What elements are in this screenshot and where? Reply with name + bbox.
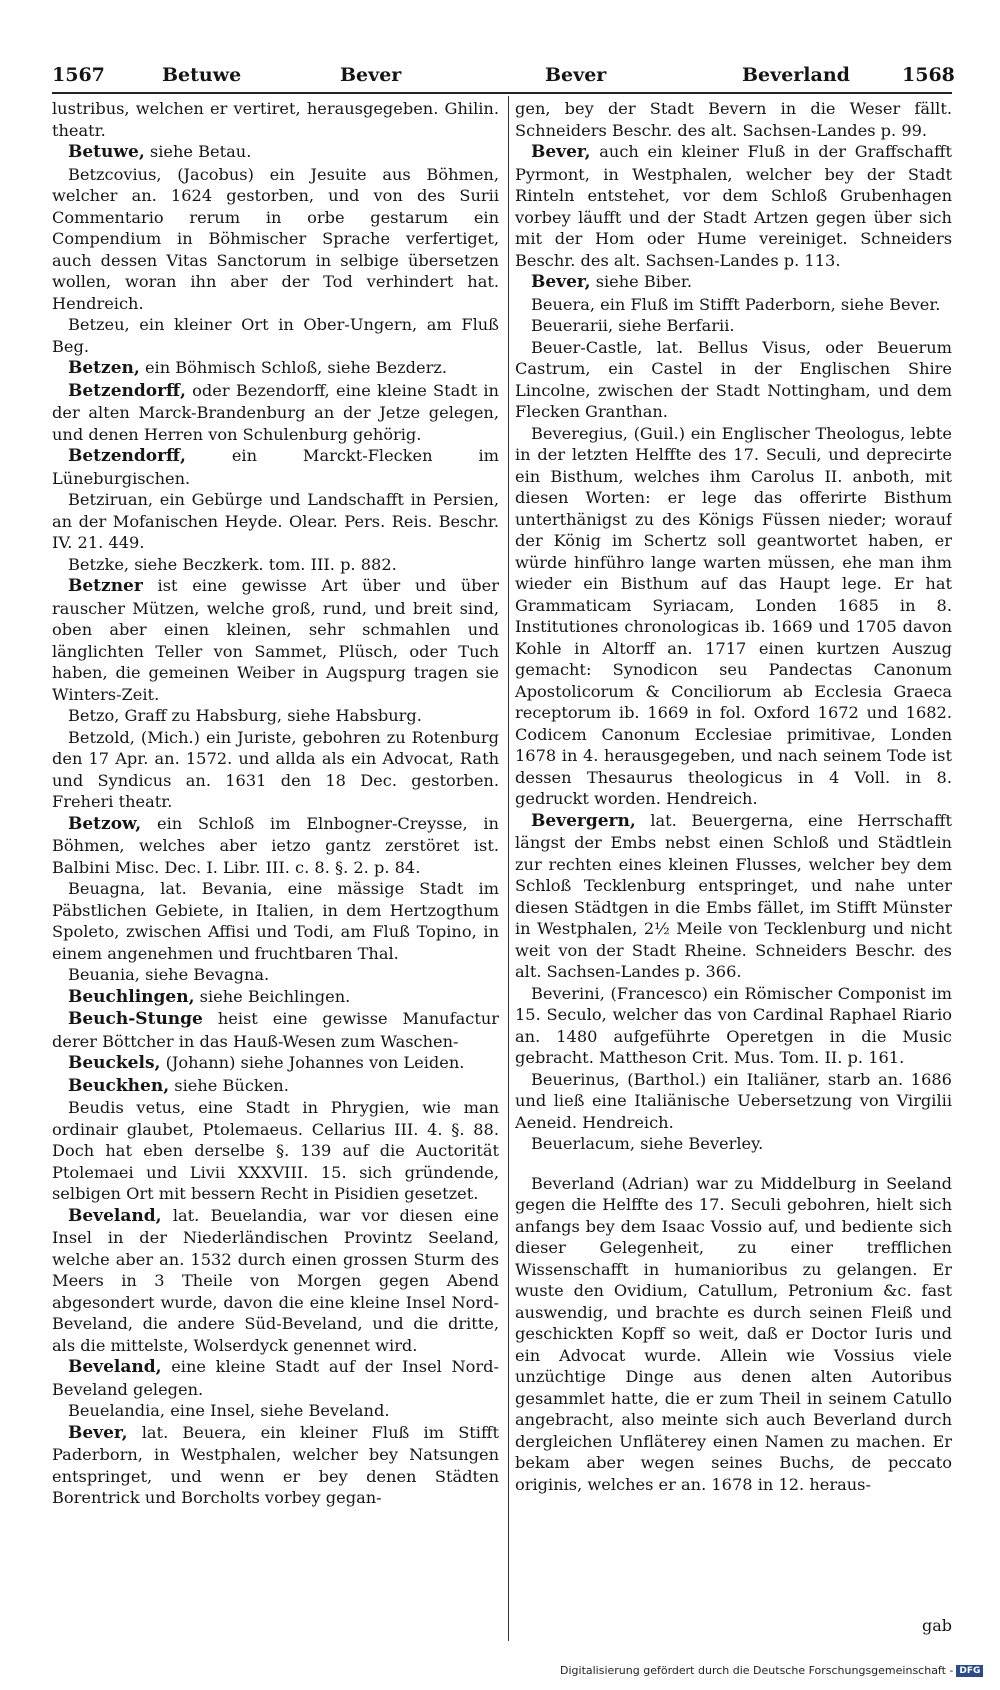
footer-text: Digitalisierung gefördert durch die Deutsche Forschungsgemeinschaft - bbox=[560, 1664, 954, 1677]
dictionary-entry bbox=[515, 1069, 952, 1134]
entry-text: Betzo, Graff zu Habsburg, siehe Habsburg. bbox=[68, 706, 422, 725]
entry-gap bbox=[515, 1155, 952, 1173]
dictionary-entry bbox=[52, 1075, 499, 1098]
right-column bbox=[515, 98, 952, 1643]
entry-headword: Betzendorff, bbox=[68, 380, 186, 401]
entry-text: eine kleine Stadt auf der Insel Nord-Beveland gelegen. bbox=[52, 1357, 499, 1399]
entry-text: ein Schloß im Elnbogner-Creysse, in Böhmen, welches aber ietzo gantz zerstöret ist. Balbini Misc. Dec. I. Libr. III. c. 8. §. 2. p. 84. bbox=[52, 813, 499, 877]
entry-headword: Beveland, bbox=[68, 1205, 162, 1226]
left-running-head-first: Betuwe bbox=[162, 64, 242, 86]
entry-text: Beuer-Castle, lat. Bellus Visus, oder Beuerum Castrum, ein Castel in der Englischen Shire Lincolne, zwischen der Stadt Nottingham, und dem Flecken Granthan. bbox=[515, 337, 952, 421]
header-rule bbox=[52, 92, 952, 94]
entry-text: lat. Beuera, ein kleiner Fluß im Stifft Paderborn, in Westphalen, welcher bey Natsungen entspringet, und wenn er bey denen Städten Borentrick und Borcholts vorbey gegan- bbox=[52, 1422, 499, 1507]
right-running-head-first: Bever bbox=[545, 64, 607, 86]
dictionary-entry bbox=[515, 294, 952, 316]
entry-headword: Beuchlingen, bbox=[68, 986, 195, 1007]
dictionary-entry bbox=[52, 964, 499, 986]
dictionary-entry bbox=[515, 1173, 952, 1496]
entry-text: heist eine gewisse Manufactur derer Böttcher in das Hauß-Wesen zum Waschen- bbox=[52, 1009, 499, 1051]
entry-headword: Bever, bbox=[68, 1422, 128, 1443]
entry-text: Beveregius, (Guil.) ein Englischer Theologus, lebte in der letzten Helffte des 17. Seculi, und deprecirte ein Bisthum, welches ihm Carolus II. anboth, mit diesen Worten: er lege das offerirte Bisthum unterthänigst zu des Königs Füssen nieder; worauf der König im Schertz soll geantwortet haben, er würde hinführo lange warten müssen, ehe man ihm wieder ein Bisthum auf das Haupt lege. Er hat Grammaticam Syriacam, Londen 1685 in 8. Institutiones chronologicas ib. 1669 und 1705 davon Kohle in Altorff an. 1717 einen kurtzen Auszug gemacht: Synodicon seu Pandectas Canonum Apostolicorum & Conciliorum ab Ecclesia Graeca receptorum ib. 1669 in fol. Oxford 1672 und 1682. Codicem Canonum Ecclesiae primitivae, Londen 1678 in 4. herausgegeben, und nach seinem Tode ist dessen Thesaurus theologicus in 4 Voll. in 8. gedruckt worden. Hendreich. bbox=[515, 423, 952, 808]
entry-text: ist eine gewisse Art über und über rauscher Mützen, welche groß, rund, und breit sind, oben aber einen kleinen, sehr schmahlen und länglichten Teller von Sammet, Plüsch, oder Tuch haben, die gemeinen Weiber in Augspurg tragen sie Winters-Zeit. bbox=[52, 576, 499, 704]
dictionary-entry bbox=[52, 1422, 499, 1509]
entry-text: Beverini, (Francesco) ein Römischer Componist im 15. Seculo, welcher das von Cardinal Raphael Riario an. 1480 aufgeführte Operetgen in die Music gebracht. Mattheson Crit. Mus. Tom. II. p. 161. bbox=[515, 983, 952, 1067]
entry-headword: Bevergern, bbox=[531, 810, 636, 831]
dictionary-entry bbox=[52, 98, 499, 141]
dictionary-entry bbox=[515, 423, 952, 810]
left-column bbox=[52, 98, 499, 1643]
entry-text: Beuerinus, (Barthol.) ein Italiäner, starb an. 1686 und ließ eine Italiänische Uebersetzung von Virgilii Aeneid. Hendreich. bbox=[515, 1069, 952, 1132]
entry-text: lustribus, welchen er vertiret, herausgegeben. Ghilin. theatr. bbox=[52, 99, 499, 140]
entry-text: siehe Bücken. bbox=[174, 1075, 289, 1095]
dictionary-entry bbox=[52, 357, 499, 380]
dictionary-entry bbox=[52, 986, 499, 1009]
dictionary-entry bbox=[515, 337, 952, 423]
entry-text: Betziruan, ein Gebürge und Landschafft in Persien, an der Mofanischen Heyde. Olear. Pers. Reis. Beschr. IV. 21. 449. bbox=[52, 490, 499, 552]
entry-text: Beuerlacum, siehe Beverley. bbox=[531, 1134, 764, 1153]
dictionary-entry bbox=[515, 271, 952, 294]
entry-text: Beuerarii, siehe Berfarii. bbox=[531, 316, 735, 335]
entry-text: Beudis vetus, eine Stadt in Phrygien, wie man ordinair glaubet, Ptolemaeus. Cellarius III. 4. §. 88. Doch hat eben derselbe §. 139 auf die Auctorität Ptolemaei und Livii XXXVIII. 15. sich gründende, selbigen Ort mit bessern Recht in Pisidien gesetzet. bbox=[52, 1098, 499, 1203]
dictionary-entry bbox=[515, 810, 952, 983]
left-running-head-last: Bever bbox=[340, 64, 402, 86]
dictionary-entry bbox=[515, 315, 952, 337]
entry-text: oder Bezendorff, eine kleine Stadt in der alten Marck-Brandenburg an der Jetze gelegen, und denen Herren von Schulenburg gehörig. bbox=[52, 380, 499, 444]
dictionary-entry bbox=[52, 1400, 499, 1422]
entry-text: siehe Biber. bbox=[595, 272, 693, 291]
dictionary-entry bbox=[52, 878, 499, 964]
entry-text: siehe Betau. bbox=[149, 142, 252, 161]
entry-headword: Betzner bbox=[68, 576, 143, 596]
dictionary-entry bbox=[52, 1097, 499, 1205]
dictionary-entry bbox=[52, 1052, 499, 1075]
entry-text: auch ein kleiner Fluß in der Graffschafft Pyrmont, in Westphalen, welcher bey der Stadt Rinteln entstehet, vor dem Schloß Grubenhagen vorbey läufft und der Stadt Artzen gegen über sich mit der Hom oder Hume vereiniget. Schneiders Beschr. des alt. Sachsen-Landes p. 113. bbox=[515, 142, 952, 270]
entry-text: Beuagna, lat. Bevania, eine mässige Stadt im Päbstlichen Gebiete, in Italien, in dem Hertzogthum Spoleto, zwischen Affisi und Todi, am Fluß Topino, in einem angenehmen und fruchtbaren Thal. bbox=[52, 879, 499, 963]
right-page-number: 1568 bbox=[902, 64, 955, 86]
entry-text: Beuera, ein Fluß im Stifft Paderborn, siehe Bever. bbox=[531, 294, 941, 314]
dictionary-entry bbox=[52, 575, 499, 705]
dictionary-entry bbox=[52, 1356, 499, 1400]
left-page-number: 1567 bbox=[52, 64, 105, 86]
entry-headword: Betzendorff, bbox=[68, 446, 186, 466]
catchword: gab bbox=[921, 1616, 952, 1635]
entry-text: Beverland (Adrian) war zu Middelburg in Seeland gegen die Helffte des 17. Seculi gebohren, hielt sich anfangs bey dem Isaac Vossio auf, und bediente sich dieser Gelegenheit, zu einer trefflichen Wissenschafft in humanioribus zu gelangen. Er wuste den Ovidium, Catullum, Petronium &c. fast auswendig, und brachte es durch seinen Fleiß und geschickten Kopff so weit, daß er Doctor Iuris und ein Advocat wurde. Allein wie Vossius viele unzüchtige Dinge aus denen alten Autoribus gesammlet hatte, die er zum Theil in seinem Catullo angebracht, also meinte sich auch Beverland durch dergleichen Unfläterey einen Namen zu machen. Er bekam aber wegen seines Buchs, de peccato originis, welches er an. 1678 in 12. heraus- bbox=[515, 1173, 952, 1494]
entry-text: Beuania, siehe Bevagna. bbox=[68, 965, 270, 984]
dictionary-entry bbox=[52, 1205, 499, 1357]
dictionary-entry bbox=[515, 1133, 952, 1155]
entry-headword: Betzen, bbox=[68, 358, 140, 378]
entry-headword: Bever, bbox=[531, 142, 591, 162]
entry-headword: Beveland, bbox=[68, 1357, 162, 1377]
entry-text: Betzold, (Mich.) ein Juriste, gebohren zu Rotenburg den 17 Apr. an. 1572. und allda als ein Advocat, Rath und Syndicus an. 1631 den 18 Dec. gestorben. Freheri theatr. bbox=[52, 727, 499, 811]
entry-text: Betzeu, ein kleiner Ort in Ober-Ungern, am Fluß Beg. bbox=[52, 315, 499, 356]
dictionary-entry bbox=[515, 983, 952, 1069]
entry-text: ein Böhmisch Schloß, siehe Bezderz. bbox=[144, 358, 447, 377]
entry-headword: Beuckhen, bbox=[68, 1075, 170, 1096]
dictionary-entry bbox=[515, 98, 952, 141]
entry-text: gen, bey der Stadt Bevern in die Weser fällt. Schneiders Beschr. des alt. Sachsen-Landes p. 99. bbox=[515, 99, 952, 140]
dictionary-entry bbox=[52, 141, 499, 164]
entry-headword: Betuwe, bbox=[68, 142, 145, 162]
entry-text: (Johann) siehe Johannes von Leiden. bbox=[165, 1053, 465, 1072]
entry-text: Betzcovius, (Jacobus) ein Jesuite aus Böhmen, welcher an. 1624 gestorben, und von des Surii Commentario rerum in orbe gestarum ein Compendium in Böhmischer Sprache verfertiget, auch dessen Vitas Sanctorum in selbige übersetzen wollen, woran ihn aber der Tod verhindert hat. Hendreich. bbox=[52, 164, 499, 313]
entry-text: lat. Beuelandia, war vor diesen eine Insel in der Niederländischen Provintz Seeland, welche aber an. 1532 durch einen grossen Sturm des Meers in 3 Theile von Morgen gegen Abend abgesondert wurde, davon die eine kleine Insel Nord-Beveland, die andere Süd-Beveland, und die dritte, als die mittelste, Wolserdyck genennet wird. bbox=[52, 1205, 499, 1355]
entry-headword: Bever, bbox=[531, 272, 591, 292]
dictionary-entry bbox=[515, 141, 952, 271]
entry-headword: Beuckels, bbox=[68, 1053, 161, 1073]
entry-headword: Betzow, bbox=[68, 813, 142, 834]
right-running-head-last: Beverland bbox=[742, 64, 850, 86]
dictionary-entry bbox=[52, 314, 499, 357]
dictionary-entry bbox=[52, 380, 499, 446]
dfg-logo: DFG bbox=[956, 1665, 983, 1677]
dictionary-entry bbox=[52, 727, 499, 813]
dictionary-entry bbox=[52, 489, 499, 554]
entry-text: Betzke, siehe Beczkerk. tom. III. p. 882. bbox=[68, 554, 397, 574]
dictionary-entry bbox=[52, 554, 499, 576]
dictionary-entry bbox=[52, 813, 499, 879]
entry-text: ein Marckt-Flecken im Lüneburgischen. bbox=[52, 446, 499, 488]
digitization-footer bbox=[560, 1664, 983, 1677]
dictionary-entry bbox=[52, 705, 499, 727]
column-divider bbox=[508, 96, 509, 1641]
dictionary-entry bbox=[52, 1008, 499, 1052]
entry-text: Beuelandia, eine Insel, siehe Beveland. bbox=[68, 1401, 390, 1420]
entry-text: siehe Beichlingen. bbox=[199, 986, 351, 1006]
dictionary-entry bbox=[52, 445, 499, 489]
entry-headword: Beuch-Stunge bbox=[68, 1009, 203, 1029]
entry-text: lat. Beuergerna, eine Herrschafft längst der Embs nebst einen Schloß und Städtlein zur rechten eines kleinen Flusses, welcher bey dem Schloß Tecklenburg entspringet, und nahe unter diesen Städtgen in die Embs fället, im Stifft Münster in Westphalen, 2½ Meile von Tecklenburg und nicht weit von der Stadt Rheine. Schneiders Beschr. des alt. Sachsen-Landes p. 366. bbox=[515, 810, 952, 981]
dictionary-entry bbox=[52, 164, 499, 315]
